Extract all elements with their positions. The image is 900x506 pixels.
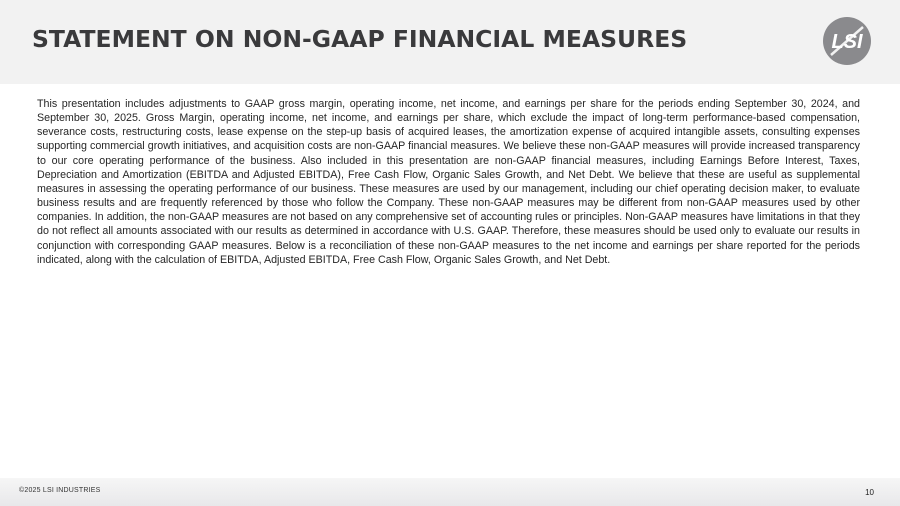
copyright-text: ©2025 LSI INDUSTRIES	[19, 487, 101, 494]
page-number: 10	[865, 488, 874, 497]
lsi-logo	[822, 16, 872, 66]
logo-text: LSI	[831, 31, 863, 53]
page-title: STATEMENT ON NON-GAAP FINANCIAL MEASURES	[32, 25, 688, 53]
slide-footer	[0, 478, 900, 506]
non-gaap-statement-paragraph: This presentation includes adjustments to GAAP gross margin, operating income, net income, and earnings per share for the periods ending September 30, 2024, and September 30, 2025. Gross Margin, operating income, net income, and earnings per share, which exclude the impact of long-term performance-based compensation, severance costs, restructuring costs, lease expense on the step-up basis of acquired leases, the amortization expense of acquired intangible assets, consulting expenses supporting commercial growth initiatives, and acquisition costs are non-GAAP financial measures. We believe these non-GAAP measures will provide increased transparency to our core operating performance of the business. Also included in this presentation are non-GAAP financial measures, including Earnings Before Interest, Taxes, Depreciation and Amortization (EBITDA and Adjusted EBITDA), Free Cash Flow, Organic Sales Growth, and Net Debt. We believe that these are useful as supplemental measures in assessing the operating performance of our business. These measures are used by our management, including our chief operating decision maker, to evaluate business results and are frequently referenced by those who follow the Company. These non-GAAP measures may be different from non-GAAP measures used by other companies. In addition, the non-GAAP measures are not based on any comprehensive set of accounting rules or principles. Non-GAAP measures have limitations in that they do not reflect all amounts associated with our results as determined in accordance with U.S. GAAP. Therefore, these measures should be used only to evaluate our results in conjunction with corresponding GAAP measures. Below is a reconciliation of these non-GAAP measures to the net income and earnings per share reported for the periods indicated, along with the calculation of EBITDA, Adjusted EBITDA, Free Cash Flow, Organic Sales Growth, and Net Debt.	[37, 98, 860, 266]
slide-header	[0, 0, 900, 84]
